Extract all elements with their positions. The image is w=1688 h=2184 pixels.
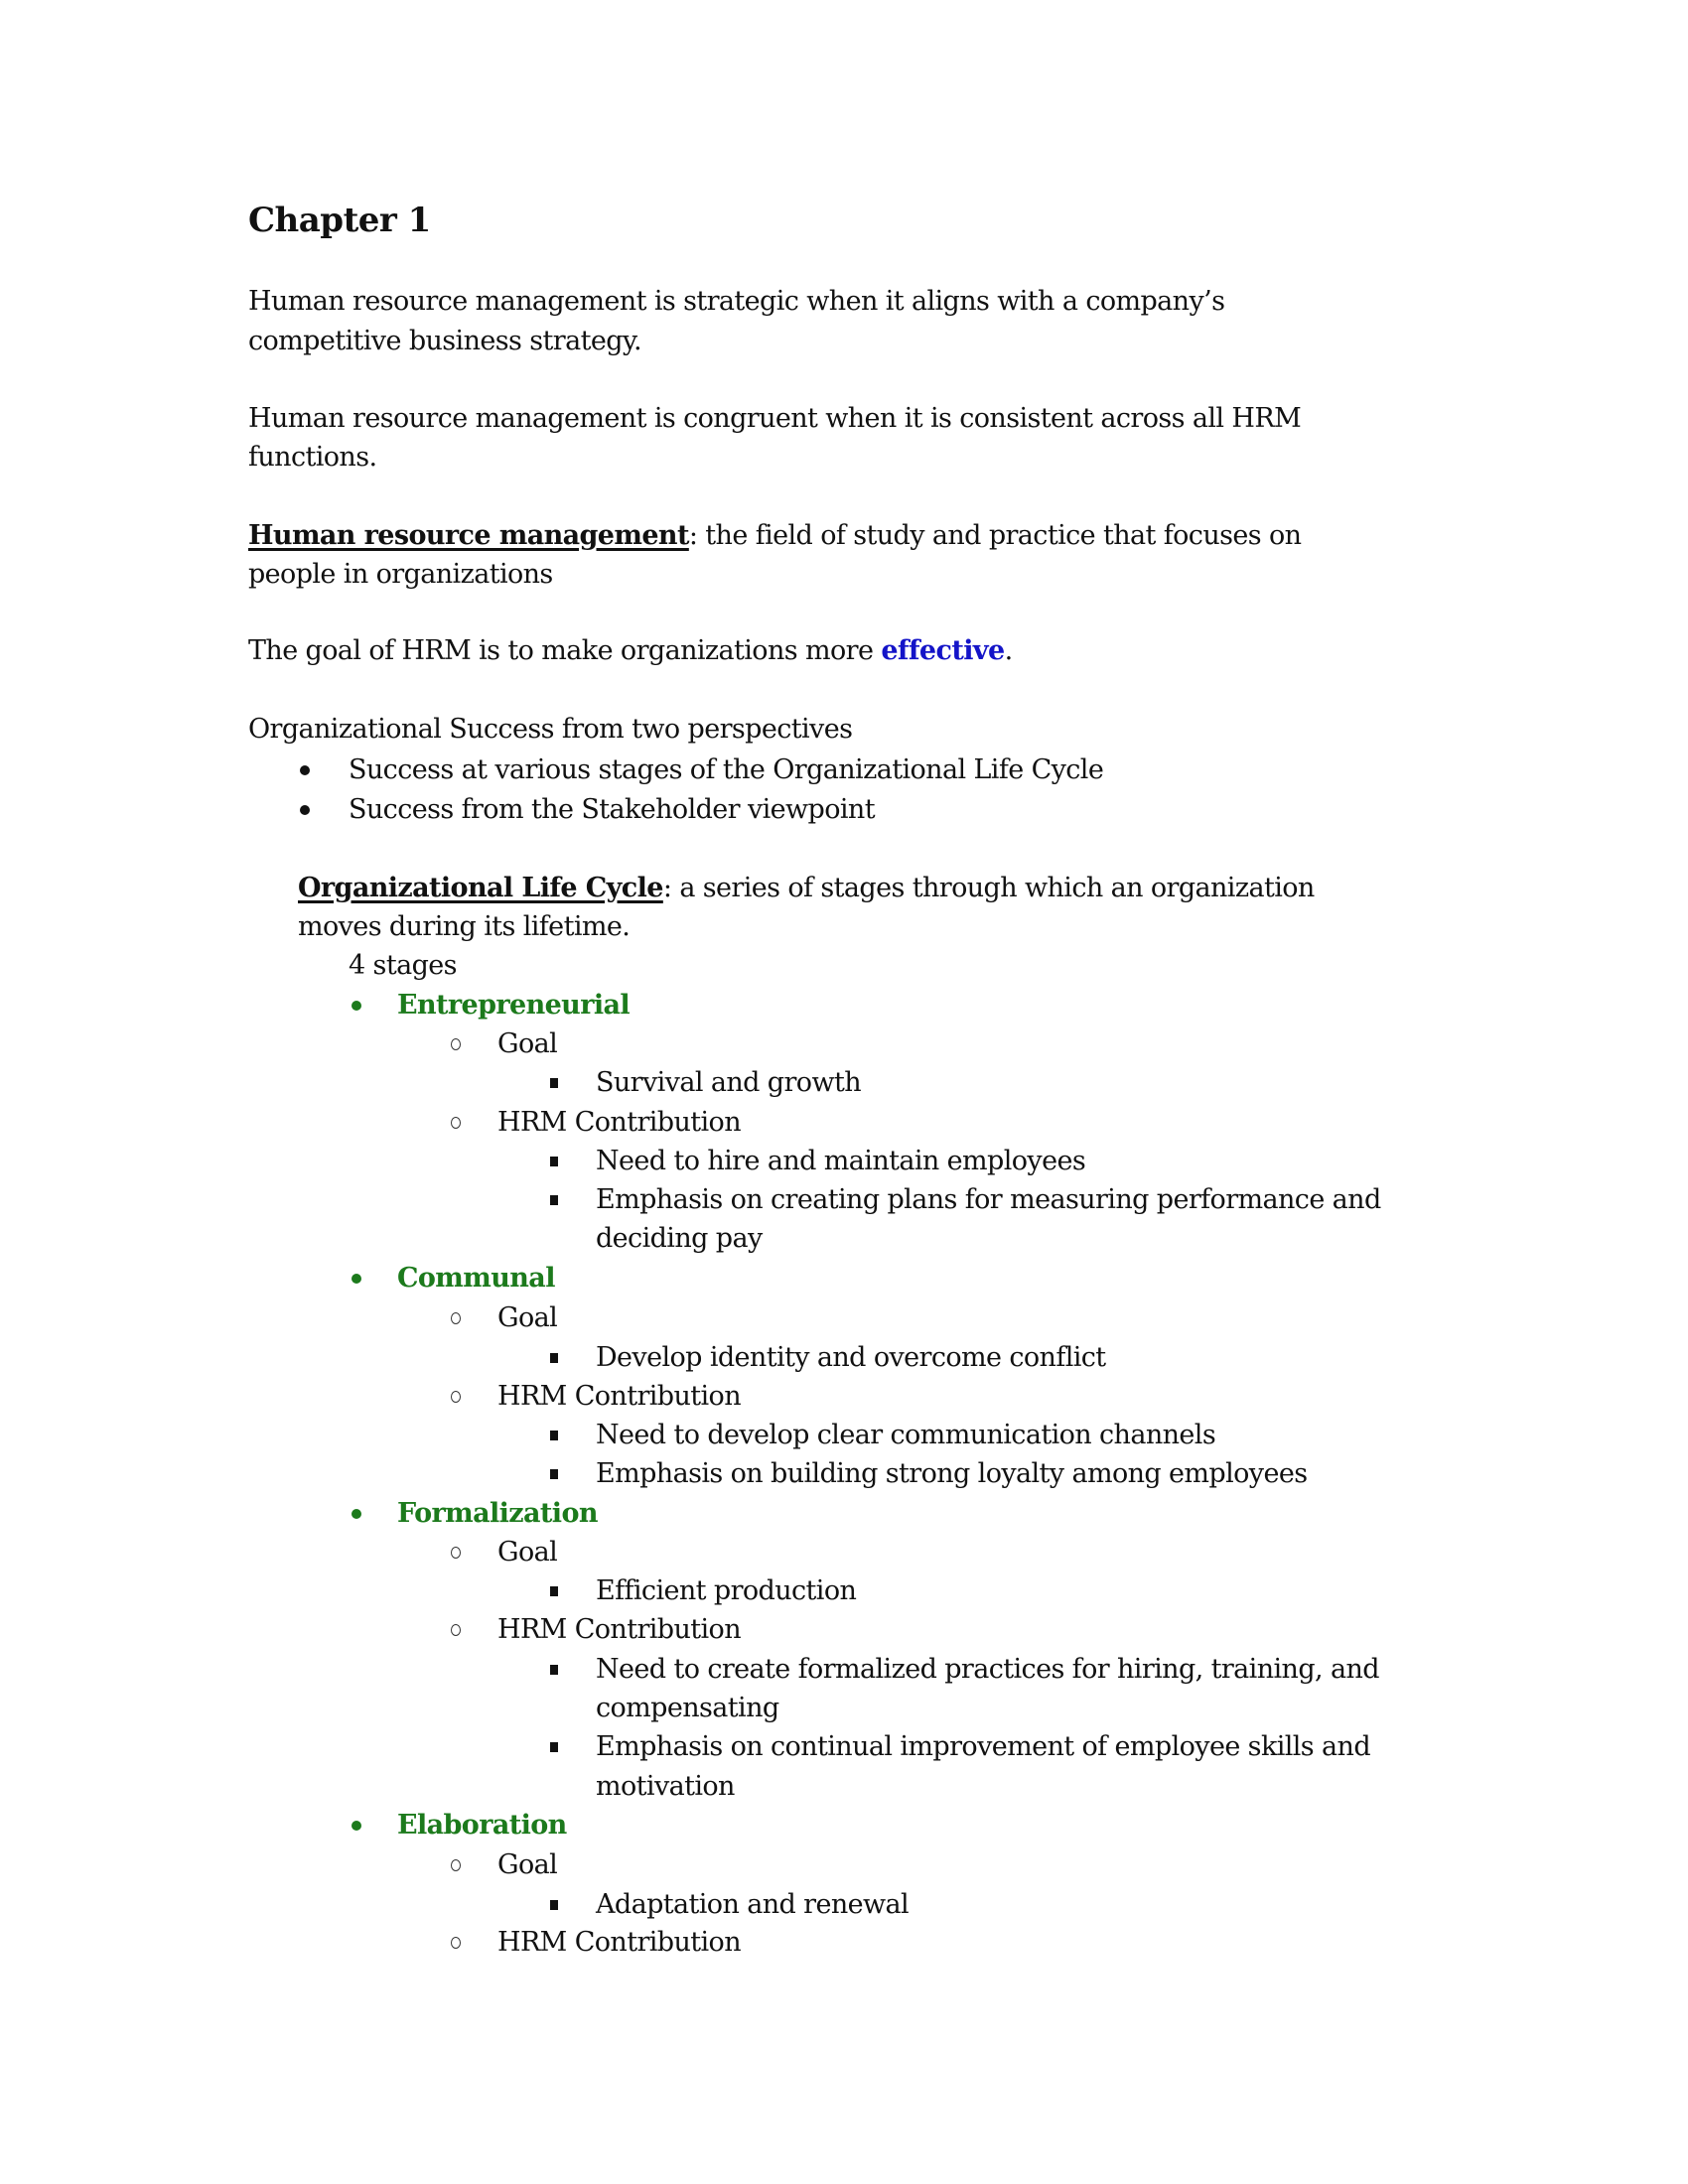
hrm-item: Need to hire and maintain employees — [596, 1146, 1086, 1176]
goal-text: The goal of HRM is to make organizations more — [248, 635, 882, 666]
success-bullet-1: Success at various stages of the Organizational Life Cycle — [349, 754, 1104, 785]
circle-bullet-icon — [451, 1038, 461, 1050]
term-olc: Organizational Life Cycle — [298, 873, 663, 903]
definition-hrm-line2: people in organizations — [248, 559, 553, 590]
paragraph-congruent-line1: Human resource management is congruent when it is consistent across all HRM — [248, 403, 1302, 434]
square-bullet-icon — [550, 1431, 558, 1440]
square-bullet-icon — [550, 1353, 558, 1363]
green-bullet-icon — [352, 1509, 361, 1519]
term-hrm: Human resource management — [248, 520, 689, 551]
stage-communal: Communal — [397, 1263, 555, 1294]
square-bullet-icon — [550, 1665, 558, 1675]
stages-count: 4 stages — [349, 950, 457, 981]
goal-label: Goal — [497, 1537, 558, 1568]
circle-bullet-icon — [451, 1547, 461, 1559]
square-bullet-icon — [550, 1742, 558, 1752]
stage-entrepreneurial: Entrepreneurial — [397, 990, 631, 1021]
green-bullet-icon — [352, 1274, 361, 1284]
goal-item: Efficient production — [596, 1575, 857, 1606]
paragraph-strategic-line2: competitive business strategy. — [248, 326, 641, 356]
hrm-item: Emphasis on building strong loyalty among employees — [596, 1458, 1308, 1489]
square-bullet-icon — [550, 1469, 558, 1479]
hrm-item-cont: compensating — [596, 1693, 779, 1723]
goal-statement — [248, 631, 1013, 671]
hrm-item: Emphasis on creating plans for measuring performance and — [596, 1184, 1381, 1215]
hrm-contribution-label: HRM Contribution — [497, 1381, 742, 1412]
bullet-icon — [300, 805, 310, 815]
page-title: Chapter 1 — [248, 201, 431, 240]
definition-hrm-text: : the field of study and practice that focuses on — [688, 520, 1302, 551]
circle-bullet-icon — [451, 1937, 461, 1949]
goal-label: Goal — [497, 1849, 558, 1880]
hrm-item-cont: motivation — [596, 1771, 735, 1802]
hrm-contribution-label: HRM Contribution — [497, 1614, 742, 1645]
square-bullet-icon — [550, 1157, 558, 1166]
success-heading: Organizational Success from two perspectives — [248, 714, 853, 745]
goal-period: . — [1004, 635, 1013, 666]
definition-hrm — [248, 516, 1301, 556]
circle-bullet-icon — [451, 1859, 461, 1871]
hrm-item: Need to develop clear communication channels — [596, 1420, 1216, 1450]
hrm-item: Need to create formalized practices for hiring, training, and — [596, 1654, 1379, 1685]
paragraph-congruent-line2: functions. — [248, 442, 377, 473]
hrm-item: Emphasis on continual improvement of employee skills and — [596, 1731, 1371, 1762]
goal-label: Goal — [497, 1302, 558, 1333]
goal-item: Survival and growth — [596, 1067, 861, 1098]
definition-olc-line2: moves during its lifetime. — [298, 911, 631, 942]
green-bullet-icon — [352, 1001, 361, 1011]
square-bullet-icon — [550, 1900, 558, 1910]
circle-bullet-icon — [451, 1391, 461, 1403]
hrm-contribution-label: HRM Contribution — [497, 1107, 742, 1138]
hrm-item-cont: deciding pay — [596, 1223, 763, 1254]
success-bullet-2: Success from the Stakeholder viewpoint — [349, 794, 875, 825]
circle-bullet-icon — [451, 1312, 461, 1324]
goal-label: Goal — [497, 1028, 558, 1059]
stage-elaboration: Elaboration — [397, 1810, 567, 1841]
square-bullet-icon — [550, 1078, 558, 1088]
bullet-icon — [300, 765, 310, 775]
emphasis-effective: effective — [881, 635, 1005, 666]
square-bullet-icon — [550, 1195, 558, 1205]
goal-item: Adaptation and renewal — [596, 1889, 910, 1920]
circle-bullet-icon — [451, 1624, 461, 1636]
stage-formalization: Formalization — [397, 1498, 598, 1529]
definition-olc — [298, 869, 1315, 908]
hrm-contribution-label: HRM Contribution — [497, 1927, 742, 1958]
green-bullet-icon — [352, 1821, 361, 1831]
goal-item: Develop identity and overcome conflict — [596, 1342, 1106, 1373]
paragraph-strategic-line1: Human resource management is strategic when it aligns with a company’s — [248, 286, 1225, 317]
square-bullet-icon — [550, 1586, 558, 1596]
circle-bullet-icon — [451, 1117, 461, 1129]
definition-olc-text: : a series of stages through which an organization — [662, 873, 1315, 903]
